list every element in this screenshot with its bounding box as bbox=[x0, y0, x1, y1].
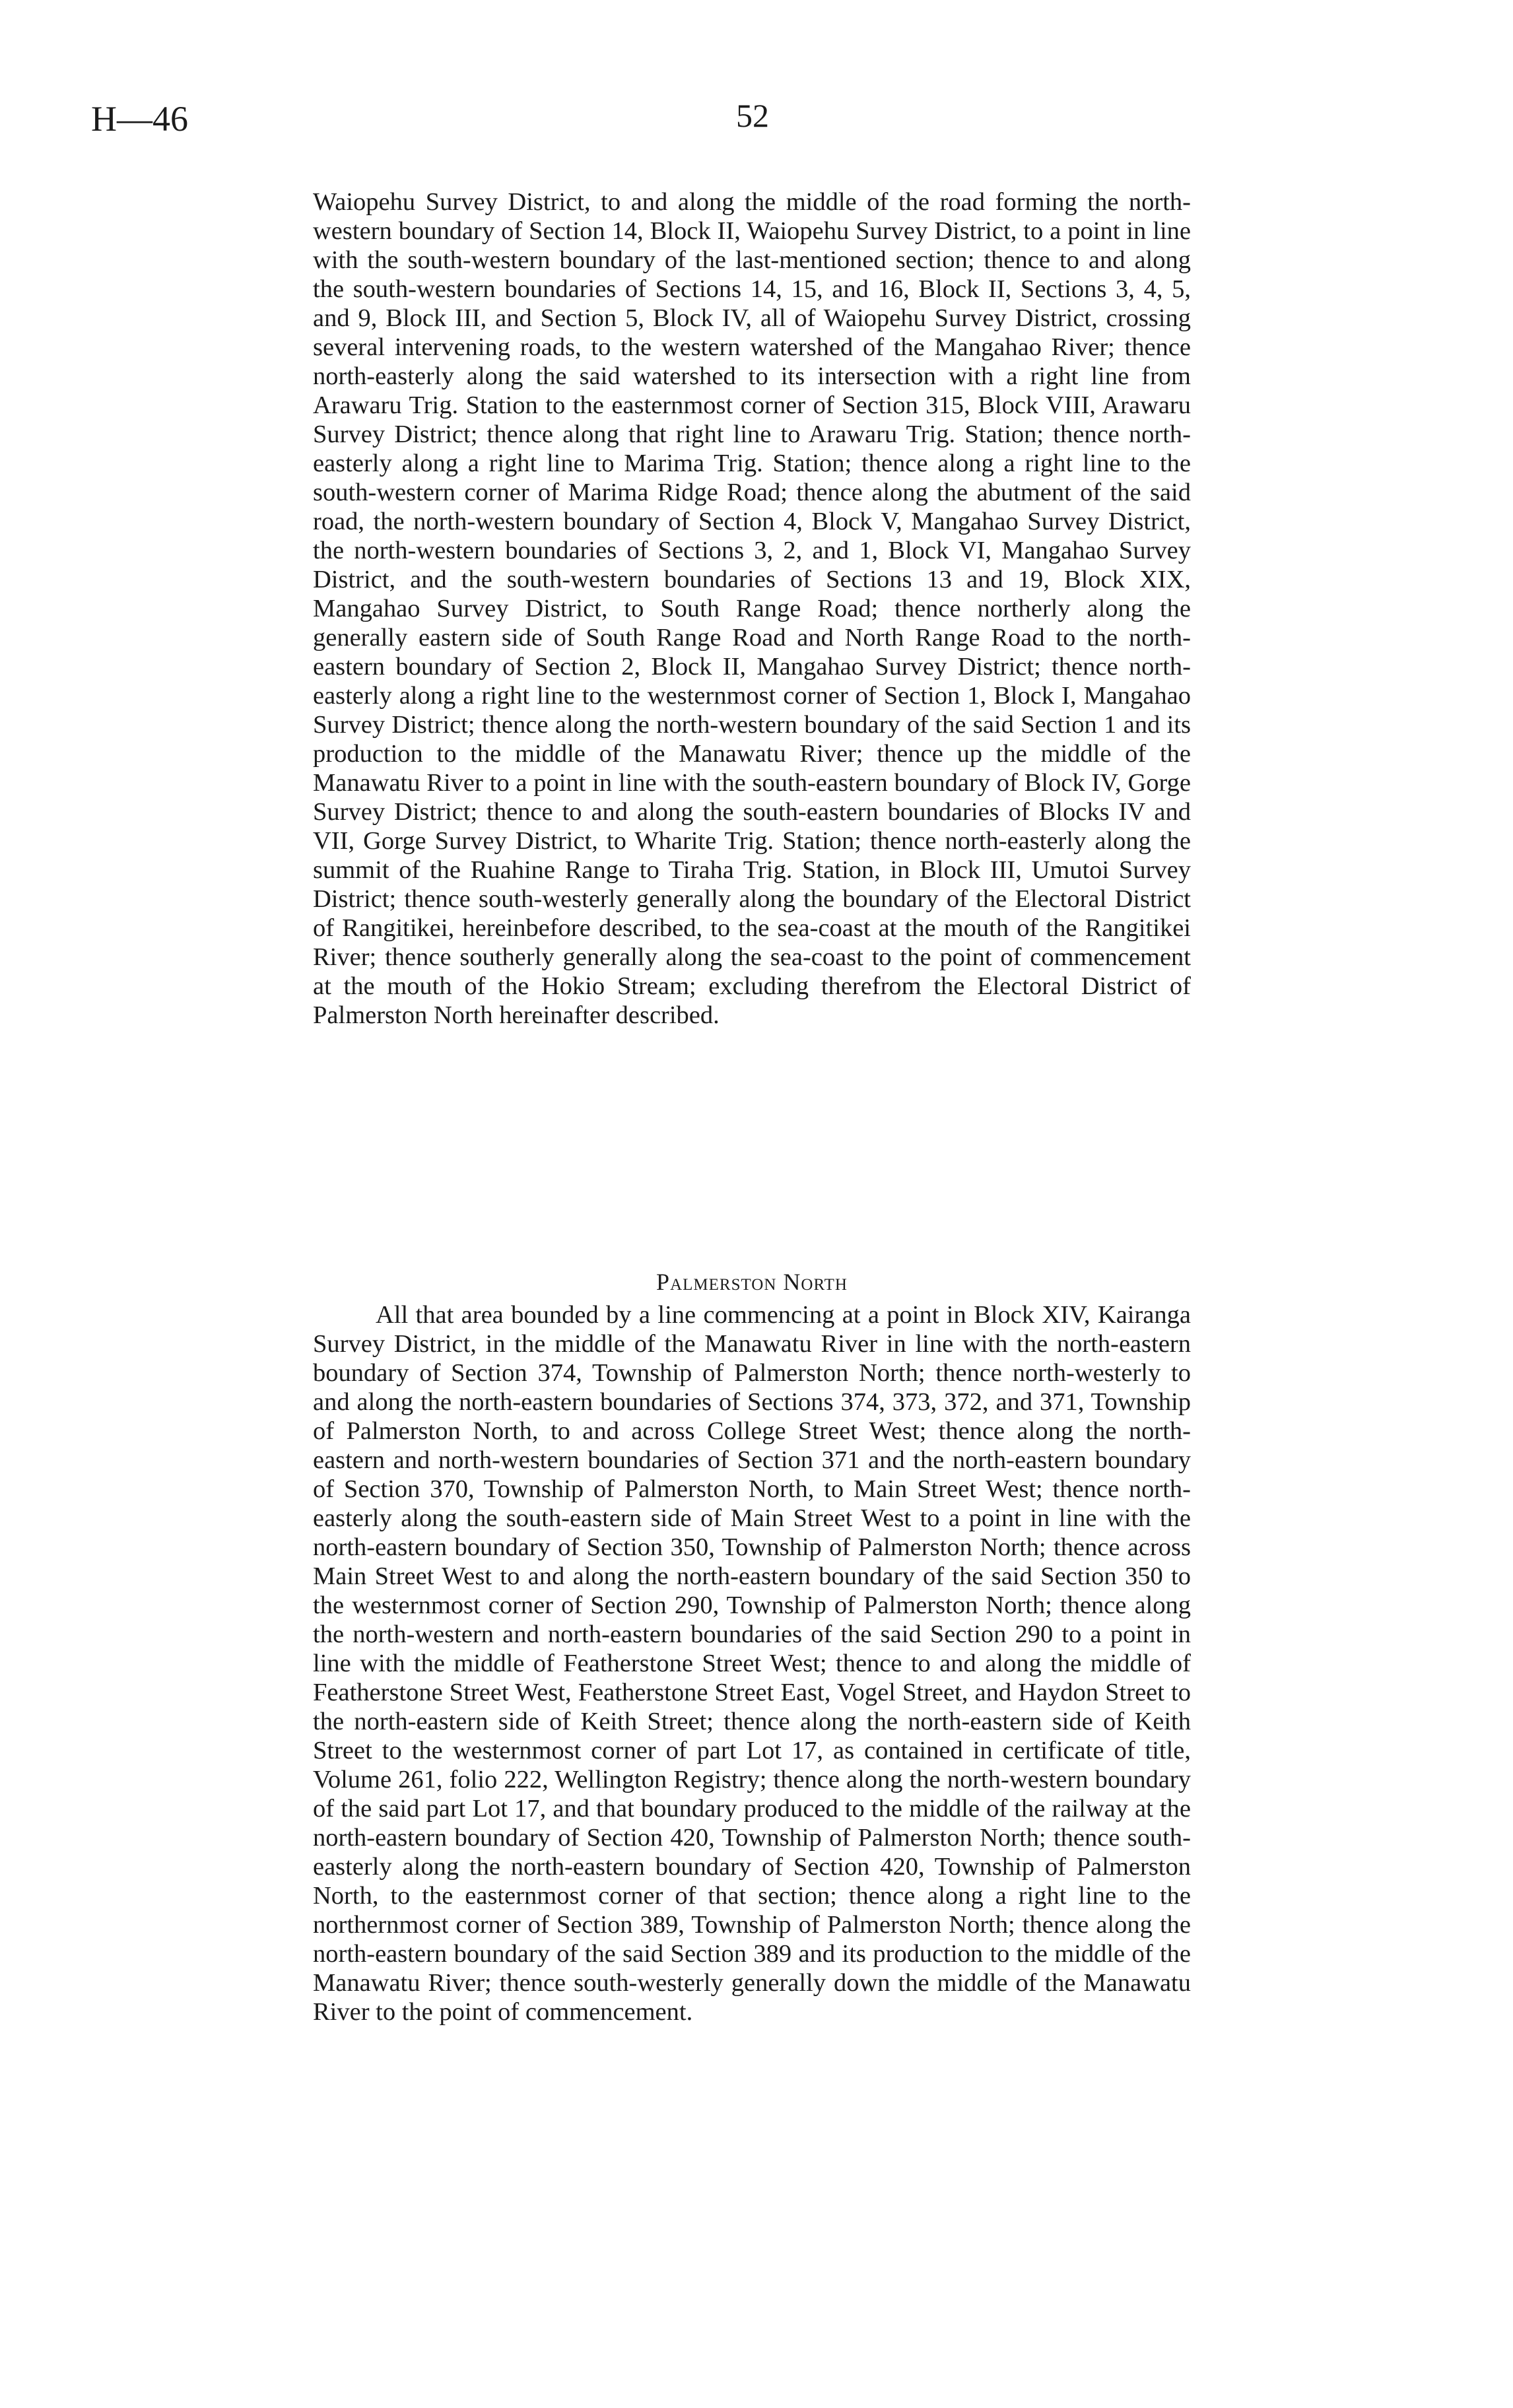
section-heading-palmerston-north: Palmerston North bbox=[656, 1269, 848, 1295]
page-number: 52 bbox=[736, 97, 769, 134]
document-reference: H—46 bbox=[91, 99, 188, 139]
palmerston-north-boundary-paragraph: All that area bounded by a line commencing at a point in Block XIV, Kairanga Survey District, in the middle of the Manawatu River in line with the north-eastern boundary of Section 374, Township of Palmerston North; thence north-westerly to and along the north-eastern boundaries of Sections 374, 373, 372, and 371, Township of Palmerston North, to and across College Street West; thence along the north-eastern and north-western boundaries of Section 371 and the north-eastern boundary of Section 370, Township of Palmerston North, to Main Street West; thence north-easterly along the south-eastern side of Main Street West to a point in line with the north-eastern boundary of Section 350, Township of Palmerston North; thence across Main Street West to and along the north-eastern boundary of the said Section 350 to the westernmost corner of Section 290, Township of Palmerston North; thence along the north-western and north-eastern boundaries of the said Section 290 to a point in line with the middle of Featherstone Street West; thence to and along the middle of Featherstone Street West, Featherstone Street East, Vogel Street, and Haydon Street to the north-eastern side of Keith Street; thence along the north-eastern side of Keith Street to the westernmost corner of part Lot 17, as contained in certificate of title, Volume 261, folio 222, Wellington Registry; thence along the north-western boundary of the said part Lot 17, and that boundary produced to the middle of the railway at the north-eastern boundary of Section 420, Township of Palmerston North; thence south-easterly along the north-eastern boundary of Section 420, Township of Palmerston North, to the easternmost corner of that section; thence along a right line to the northernmost corner of Section 389, Township of Palmerston North; thence along the north-eastern boundary of the said Section 389 and its production to the middle of the Manawatu River; thence south-westerly generally down the middle of the Manawatu River to the point of commencement. bbox=[313, 1301, 1191, 2026]
boundary-description-paragraph: Waiopehu Survey District, to and along the middle of the road forming the north-western boundary of Section 14, Block II, Waiopehu Survey District, to a point in line with the south-western boundary of the last-mentioned section; thence to and along the south-western boundaries of Sections 14, 15, and 16, Block II, Sections 3, 4, 5, and 9, Block III, and Section 5, Block IV, all of Waiopehu Survey District, crossing several intervening roads, to the western watershed of the Mangahao River; thence north-easterly along the said watershed to its intersection with a right line from Arawaru Trig. Station to the easternmost corner of Section 315, Block VIII, Arawaru Survey District; thence along that right line to Arawaru Trig. Station; thence north-easterly along a right line to Marima Trig. Station; thence along a right line to the south-western corner of Marima Ridge Road; thence along the abutment of the said road, the north-western boundary of Section 4, Block V, Mangahao Survey District, the north-western boundaries of Sections 3, 2, and 1, Block VI, Mangahao Survey District, and the south-western boundaries of Sections 13 and 19, Block XIX, Mangahao Survey District, to South Range Road; thence northerly along the generally eastern side of South Range Road and North Range Road to the north-eastern boundary of Section 2, Block II, Mangahao Survey District; thence north-easterly along a right line to the westernmost corner of Section 1, Block I, Mangahao Survey District; thence along the north-western boundary of the said Section 1 and its production to the middle of the Manawatu River; thence up the middle of the Manawatu River to a point in line with the south-eastern boundary of Block IV, Gorge Survey District; thence to and along the south-eastern boundaries of Blocks IV and VII, Gorge Survey District, to Wharite Trig. Station; thence north-easterly along the summit of the Ruahine Range to Tiraha Trig. Station, in Block III, Umutoi Survey District; thence south-westerly generally along the boundary of the Electoral District of Rangitikei, hereinbefore described, to the sea-coast at the mouth of the Rangitikei River; thence southerly generally along the sea-coast to the point of commencement at the mouth of the Hokio Stream; excluding therefrom the Electoral District of Palmerston North hereinafter described. bbox=[313, 188, 1191, 1029]
